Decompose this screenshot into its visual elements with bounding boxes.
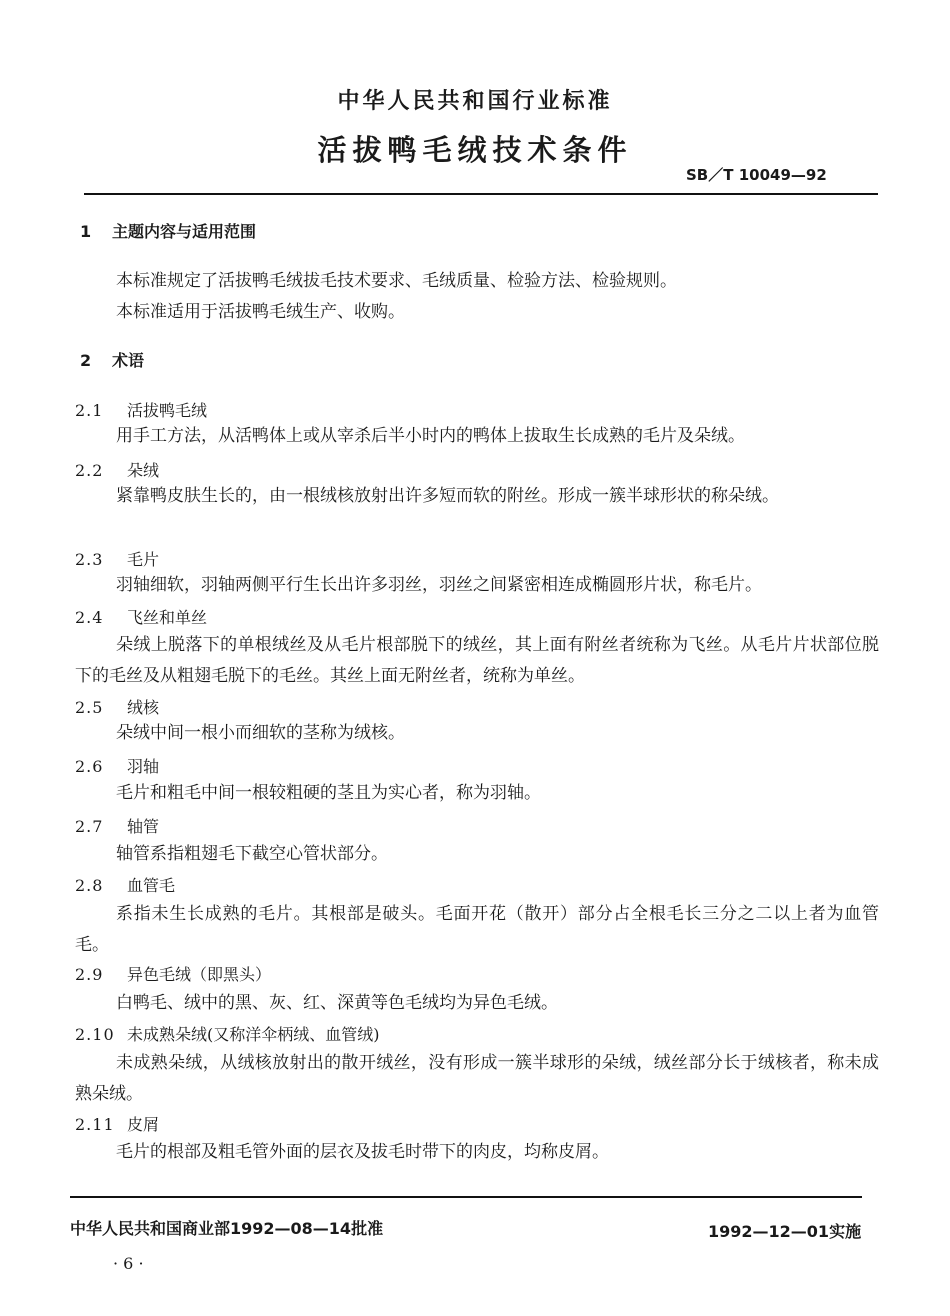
standard-code: SB／T 10049—92 xyxy=(686,166,827,184)
term-definition: 系指未生长成熟的毛片。其根部是破头。毛面开花（散开）部分占全根毛长三分之二以上者为血管毛。 xyxy=(75,904,879,955)
term-heading xyxy=(75,754,159,777)
term-number: 2.3 xyxy=(75,550,104,569)
term-heading xyxy=(75,962,271,985)
section-1-paragraph: 本标准适用于活拔鸭毛绒生产、收购。 xyxy=(116,302,405,322)
section-2-heading xyxy=(80,348,144,371)
term-name: 皮屑 xyxy=(127,1115,160,1134)
effective-date: 1992—12—01实施 xyxy=(708,1222,862,1241)
term-name: 飞丝和单丝 xyxy=(127,608,208,627)
term-heading xyxy=(75,1022,380,1045)
term-definition: 朵绒中间一根小而细软的茎称为绒核。 xyxy=(116,723,405,743)
term-number: 2.7 xyxy=(75,817,104,836)
term-name: 羽轴 xyxy=(127,757,160,776)
term-definition: 紧靠鸭皮肤生长的，由一根绒核放射出许多短而软的附丝。形成一簇半球形状的称朵绒。 xyxy=(116,486,779,506)
term-name: 血管毛 xyxy=(127,876,176,895)
term-definition: 朵绒上脱落下的单根绒丝及从毛片根部脱下的绒丝，其上面有附丝者统称为飞丝。从毛片片状部位脱下的毛丝及从粗翅毛脱下的毛丝。其丝上面无附丝者，统称为单丝。 xyxy=(75,635,879,686)
standard-category: 中华人民共和国行业标准 xyxy=(337,89,613,114)
term-heading xyxy=(75,398,207,421)
section-number: 1 xyxy=(80,222,92,241)
term-name: 轴管 xyxy=(127,817,160,836)
term-number: 2.10 xyxy=(75,1025,115,1044)
term-heading xyxy=(75,814,159,837)
term-name: 异色毛绒（即黑头） xyxy=(127,965,272,984)
term-heading xyxy=(75,873,175,896)
term-number: 2.2 xyxy=(75,461,104,480)
term-number: 2.9 xyxy=(75,965,104,984)
term-definition: 白鸭毛、绒中的黑、灰、红、深黄等色毛绒均为异色毛绒。 xyxy=(116,993,558,1013)
section-1-paragraph: 本标准规定了活拔鸭毛绒拔毛技术要求、毛绒质量、检验方法、检验规则。 xyxy=(116,271,677,291)
footer-rule xyxy=(70,1196,862,1198)
document-title: 活拔鸭毛绒技术条件 xyxy=(317,133,633,167)
term-number: 2.5 xyxy=(75,698,104,717)
term-definition: 毛片的根部及粗毛管外面的层衣及拔毛时带下的肉皮，均称皮屑。 xyxy=(116,1142,609,1162)
term-definition: 未成熟朵绒，从绒核放射出的散开绒丝，没有形成一簇半球形的朵绒，绒丝部分长于绒核者，称未成熟朵绒。 xyxy=(75,1053,879,1104)
section-title: 术语 xyxy=(112,351,145,370)
term-definition: 羽轴细软，羽轴两侧平行生长出许多羽丝，羽丝之间紧密相连成椭圆形片状，称毛片。 xyxy=(116,575,762,595)
term-definition: 毛片和粗毛中间一根较粗硬的茎且为实心者，称为羽轴。 xyxy=(116,783,541,803)
term-heading xyxy=(75,695,159,718)
term-number: 2.4 xyxy=(75,608,104,627)
term-heading xyxy=(75,1112,159,1135)
term-definition: 轴管系指粗翅毛下截空心管状部分。 xyxy=(116,844,388,864)
term-name: 绒核 xyxy=(127,698,160,717)
term-heading xyxy=(75,605,207,628)
page-number: · 6 · xyxy=(113,1254,144,1273)
term-number: 2.8 xyxy=(75,876,104,895)
term-heading xyxy=(75,547,159,570)
term-definition: 用手工方法，从活鸭体上或从宰杀后半小时内的鸭体上拔取生长成熟的毛片及朵绒。 xyxy=(116,426,745,446)
term-name: 毛片 xyxy=(127,550,160,569)
term-heading xyxy=(75,458,159,481)
term-name: 活拔鸭毛绒 xyxy=(127,401,208,420)
section-title: 主题内容与适用范围 xyxy=(112,222,257,241)
section-1-heading xyxy=(80,219,256,242)
header-rule xyxy=(84,193,878,195)
term-number: 2.11 xyxy=(75,1115,115,1134)
section-number: 2 xyxy=(80,351,92,370)
term-number: 2.6 xyxy=(75,757,104,776)
term-number: 2.1 xyxy=(75,401,104,420)
term-name: 朵绒 xyxy=(127,461,160,480)
approval-line: 中华人民共和国商业部1992—08—14批准 xyxy=(70,1219,384,1238)
term-name: 未成熟朵绒(又称洋伞柄绒、血管绒) xyxy=(127,1025,380,1044)
